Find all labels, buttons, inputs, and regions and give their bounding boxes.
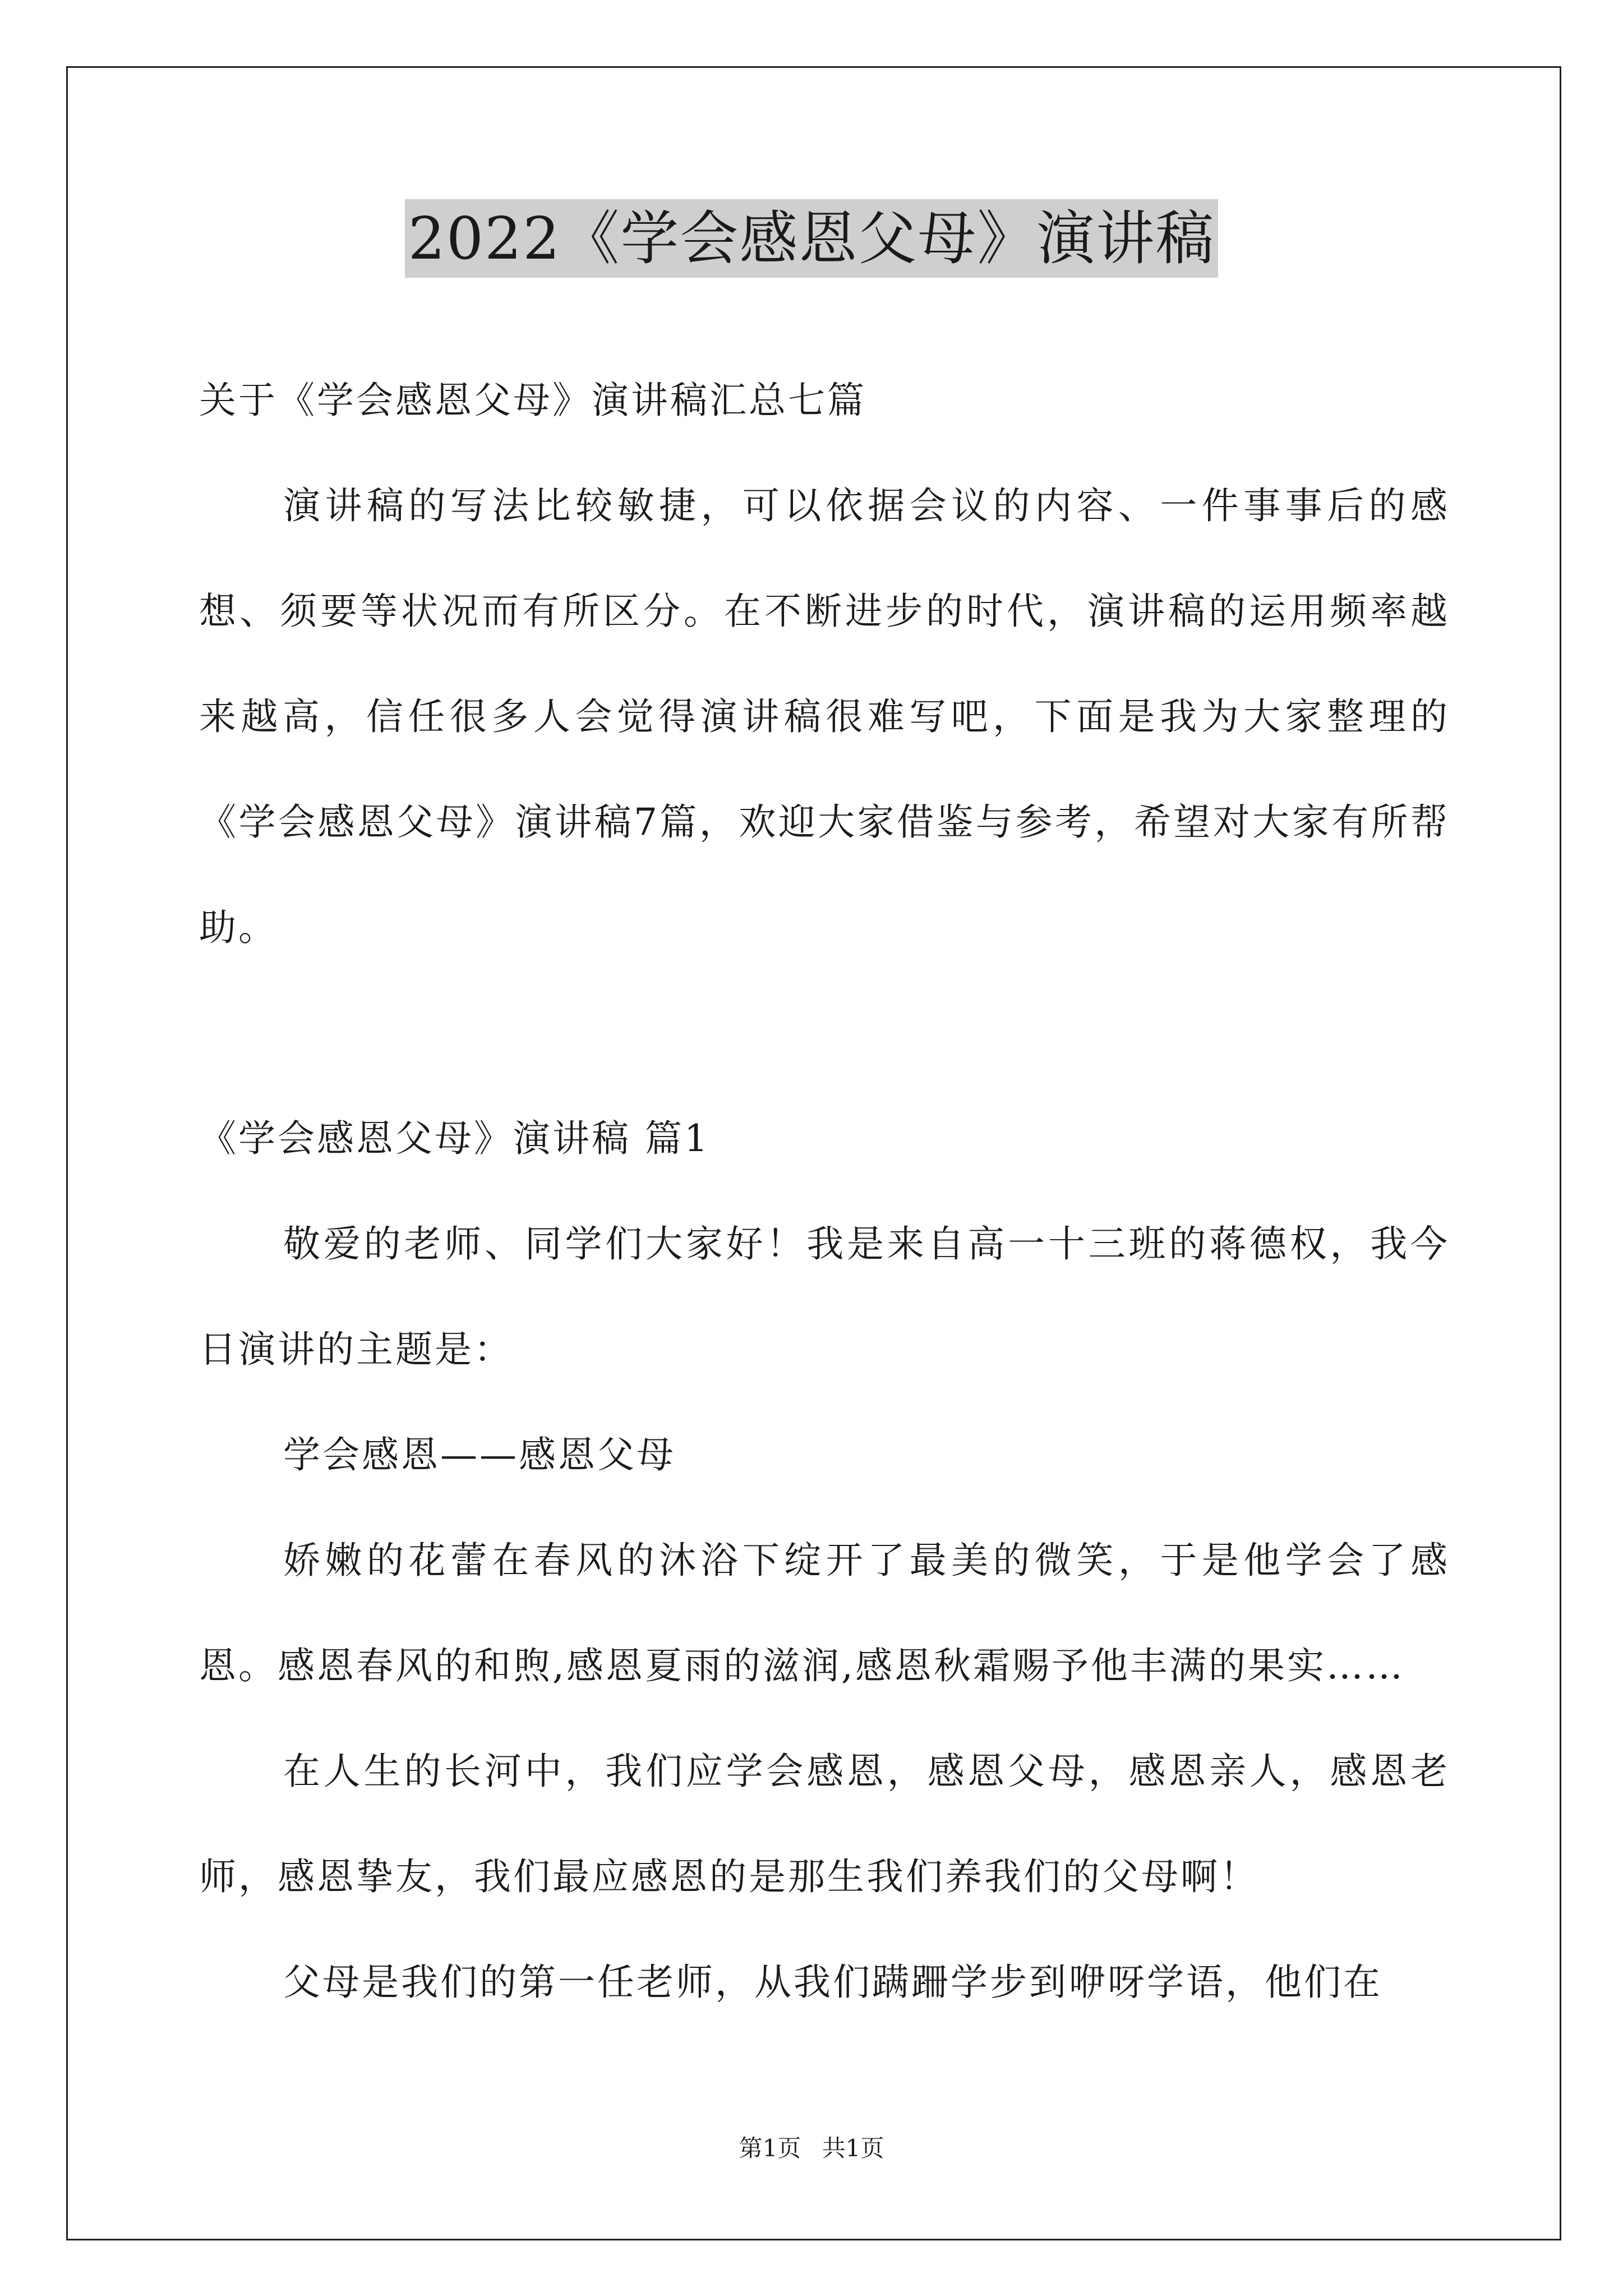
body-paragraph: 敬爱的老师、同学们大家好！我是来自高一十三班的蒋德权，我今日演讲的主题是： bbox=[199, 1222, 1450, 1371]
body-paragraph: 在人生的长河中，我们应学会感恩，感恩父母，感恩亲人，感恩老师，感恩挚友，我们最应感恩的是那生我们养我们的父母啊！ bbox=[199, 1750, 1450, 1898]
body-paragraph: 父母是我们的第一任老师，从我们蹒跚学步到咿呀学语，他们在 bbox=[283, 1961, 1382, 2004]
page-number-total: 共1页 bbox=[822, 2134, 884, 2162]
intro-paragraph: 演讲稿的写法比较敏捷，可以依据会议的内容、一件事事后的感想、须要等状况而有所区分。在不断进步的时代，演讲稿的运用频率越来越高，信任很多人会觉得演讲稿很难写吧，下面是我为大家整理的《学会感恩父母》演讲稿7篇，欢迎大家借鉴与参考，希望对大家有所帮助。 bbox=[199, 484, 1450, 949]
section-gap bbox=[199, 981, 1450, 1086]
title-container bbox=[0, 199, 1623, 278]
document-subtitle: 关于《学会感恩父母》演讲稿汇总七篇 bbox=[199, 379, 866, 422]
page-number-current: 第1页 bbox=[739, 2134, 801, 2162]
body-paragraph: 娇嫩的花蕾在春风的沐浴下绽开了最美的微笑，于是他学会了感恩。感恩春风的和煦,感恩夏雨的滋润,感恩秋霜赐予他丰满的果实…… bbox=[199, 1539, 1450, 1687]
document-body bbox=[199, 348, 1450, 2035]
section-heading: 《学会感恩父母》演讲稿 篇1 bbox=[199, 1117, 710, 1160]
document-title: 2022《学会感恩父母》演讲稿 bbox=[405, 199, 1219, 278]
body-paragraph: 学会感恩——感恩父母 bbox=[283, 1433, 676, 1476]
page-footer bbox=[0, 2132, 1623, 2165]
